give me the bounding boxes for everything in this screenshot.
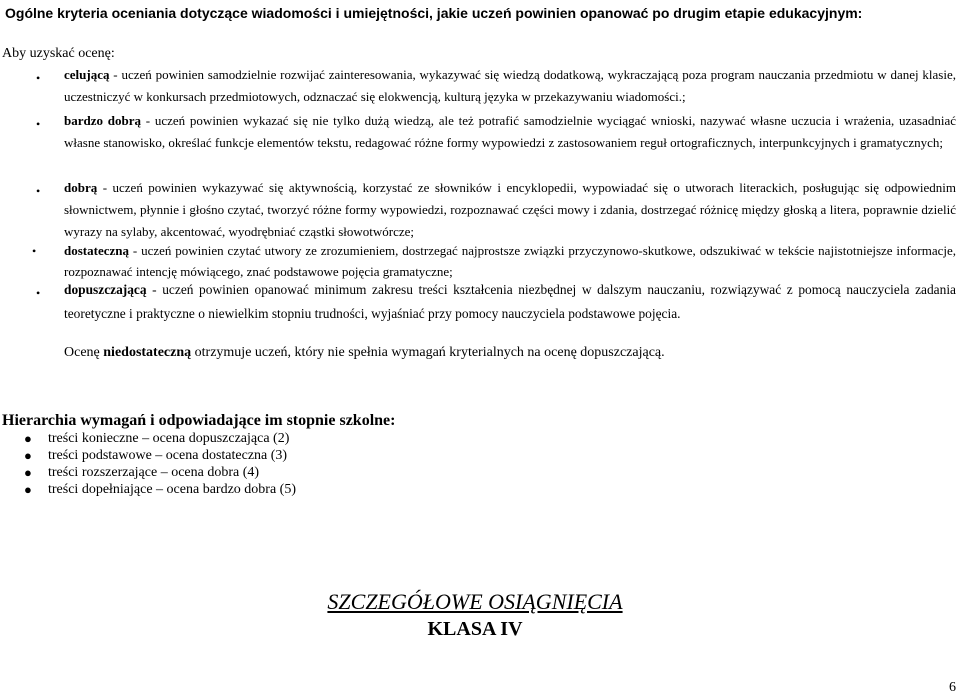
intro-text: Aby uzyskać ocenę: xyxy=(2,46,115,61)
hierarchy-list xyxy=(0,430,600,498)
failing-grade-note xyxy=(64,344,665,362)
criterion-dostateczna xyxy=(64,240,956,282)
grade-label: dobrą xyxy=(64,180,98,195)
page-number: 6 xyxy=(949,680,956,695)
criterion-text: - uczeń powinien czytać utwory ze zrozumieniem, dostrzegać najprostsze związki przyczynowo-skutkowe, odszukiwać w tekście najistotniejsze informacje, rozpoznawać intencję mówiącego, znać podstawowe pojęcia gramatyczne; xyxy=(64,243,956,279)
bullet-icon: ● xyxy=(24,431,32,446)
bullet-icon: • xyxy=(32,244,37,258)
page-heading: Ogólne kryteria oceniania dotyczące wiadomości i umiejętności, jakie uczeń powinien opanować po drugim etapie edukacyjnym: xyxy=(5,5,863,21)
criterion-celujaca xyxy=(64,64,956,108)
section-title: SZCZEGÓŁOWE OSIĄGNIĘCIA xyxy=(327,589,623,614)
criterion-text: - uczeń powinien wykazać się nie tylko dużą wiedzą, ale też potrafić samodzielnie wyciągać wnioski, nazywać własne uczucia i wrażenia, uzasadniać własne stanowisko, określać funkcje elementów tekstu, redagować różne formy wypowiedzi z zastosowaniem reguł ortograficznych, interpunkcyjnych i gramatycznych; xyxy=(64,113,957,150)
bullet-icon: • xyxy=(36,71,41,85)
grade-label: dopuszczającą xyxy=(64,282,147,297)
criterion-text: - uczeń powinien wykazywać się aktywnością, korzystać ze słowników i encyklopedii, wypowiadać się o utworach literackich, posługując się odpowiednim słownictwem, płynnie i głośno czytać, tworzyć różne formy wypowiedzi, rozpoznawać części mowy i zdania, dostrzegać różnicę między głoską a litera, poprawnie dzielić wyrazy na sylaby, akcentować, wyodrębniać cząstki słowotwórcze; xyxy=(64,180,956,239)
criterion-bardzo-dobra xyxy=(64,110,956,154)
criterion-dopuszczajaca xyxy=(64,278,956,326)
grade-label: bardzo dobrą xyxy=(64,113,141,128)
bullet-icon: • xyxy=(36,286,41,300)
grade-label: dostateczną xyxy=(64,243,129,258)
criterion-text: - uczeń powinien samodzielnie rozwijać zainteresowania, wykazywać się wiedzą dodatkową, wykraczającą poza program nauczania przedmiotu w danej klasie, uczestniczyć w konkursach przedmiotowych, odznaczać się elokwencją, kulturą języka w przekazywaniu wiadomości.; xyxy=(64,67,956,104)
grade-label: celującą xyxy=(64,67,110,82)
list-item xyxy=(0,430,600,447)
note-prefix: Ocenę xyxy=(64,345,104,360)
bullet-icon: • xyxy=(36,184,41,198)
list-item xyxy=(0,464,600,481)
bullet-icon: • xyxy=(36,117,41,131)
criterion-dobra xyxy=(64,177,956,242)
note-grade: niedostateczną xyxy=(103,345,192,360)
bullet-icon: ● xyxy=(24,448,32,463)
bullet-icon: ● xyxy=(24,465,32,480)
list-item-text: treści podstawowe – ocena dostateczna (3) xyxy=(48,448,288,463)
list-item-text: treści konieczne – ocena dopuszczająca (2) xyxy=(48,431,290,446)
list-item xyxy=(0,447,600,464)
hierarchy-heading: Hierarchia wymagań i odpowiadające im stopnie szkolne: xyxy=(2,412,396,429)
bullet-icon: ● xyxy=(24,482,32,497)
list-item-text: treści rozszerzające – ocena dobra (4) xyxy=(48,465,260,480)
section-subtitle: KLASA IV xyxy=(427,618,523,640)
criterion-text: - uczeń powinien opanować minimum zakresu treści kształcenia niezbędnej w dalszym nauczaniu, rozwiązywać z pomocą nauczyciela zadania teoretyczne i praktyczne o niewielkim stopniu trudności, wyjaśniać przy pomocy nauczyciela podstawowe pojęcia. xyxy=(64,282,956,321)
list-item-text: treści dopełniające – ocena bardzo dobra (5) xyxy=(48,482,296,497)
note-suffix: otrzymuje uczeń, który nie spełnia wymagań kryterialnych na ocenę dopuszczającą. xyxy=(191,345,665,360)
list-item xyxy=(0,481,600,498)
